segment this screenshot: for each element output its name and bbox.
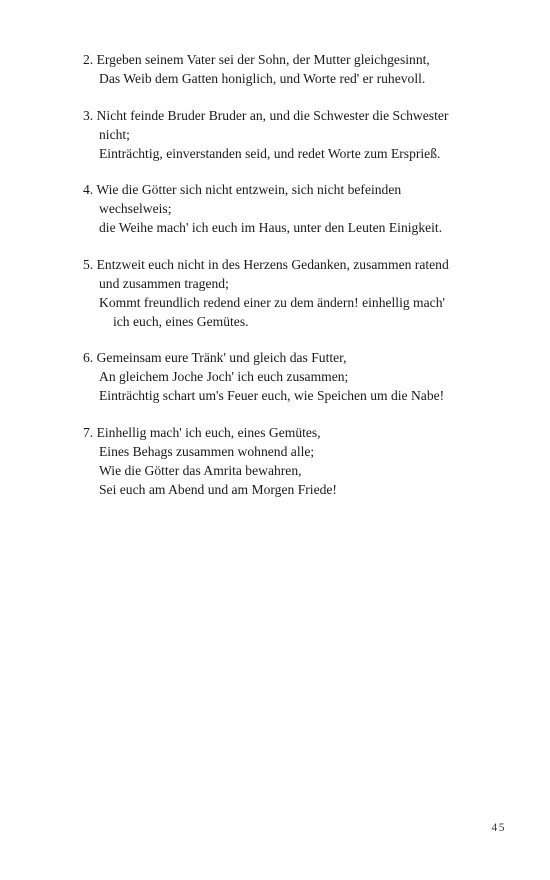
verse-line: wechselweis; <box>99 201 172 216</box>
stanza-5 <box>83 255 511 331</box>
verse-line: 7. Einhellig mach' ich euch, eines Gemütes, <box>83 424 321 440</box>
verse-line: Einträchtig, einverstanden seid, und redet Worte zum Ersprieß. <box>99 145 441 161</box>
verse-line: 2. Ergeben seinem Vater sei der Sohn, der Mutter gleichgesinnt, <box>83 52 430 67</box>
stanza-7 <box>83 423 511 499</box>
verse-line: nicht; <box>99 126 130 142</box>
verse-line: 3. Nicht feinde Bruder Bruder an, und die Schwester die Schwester <box>83 107 449 123</box>
verse-line: An gleichem Joche Joch' ich euch zusammen; <box>99 369 349 384</box>
verse-line: 4. Wie die Götter sich nicht entzwein, sich nicht befeinden <box>83 182 402 197</box>
verse-line: Kommt freundlich redend einer zu dem ändern! einhellig mach' <box>99 294 445 310</box>
verse-line: 6. Gemeinsam eure Tränk' und gleich das Futter, <box>83 350 347 365</box>
verse-line: 5. Entzweit euch nicht in des Herzens Gedanken, zusammen ratend <box>83 256 449 272</box>
stanza-2 <box>83 50 511 88</box>
page-number: 45 <box>491 822 506 834</box>
verse-line: die Weihe mach' ich euch im Haus, unter den Leuten Einigkeit. <box>99 220 443 235</box>
stanza-3 <box>83 106 511 163</box>
verse-line: ich euch, eines Gemütes. <box>113 313 249 329</box>
stanza-6 <box>83 348 511 405</box>
verse-line: Wie die Götter das Amrita bewahren, <box>99 462 302 478</box>
verse-line: Einträchtig schart um's Feuer euch, wie Speichen um die Nabe! <box>99 388 445 403</box>
text-body <box>83 50 511 516</box>
stanza-4 <box>83 180 511 237</box>
verse-line: und zusammen tragend; <box>99 275 229 291</box>
verse-line: Das Weib dem Gatten honiglich, und Worte red' er ruhevoll. <box>99 71 426 86</box>
verse-line: Eines Behags zusammen wohnend alle; <box>99 443 315 459</box>
verse-line: Sei euch am Abend und am Morgen Friede! <box>99 481 337 497</box>
